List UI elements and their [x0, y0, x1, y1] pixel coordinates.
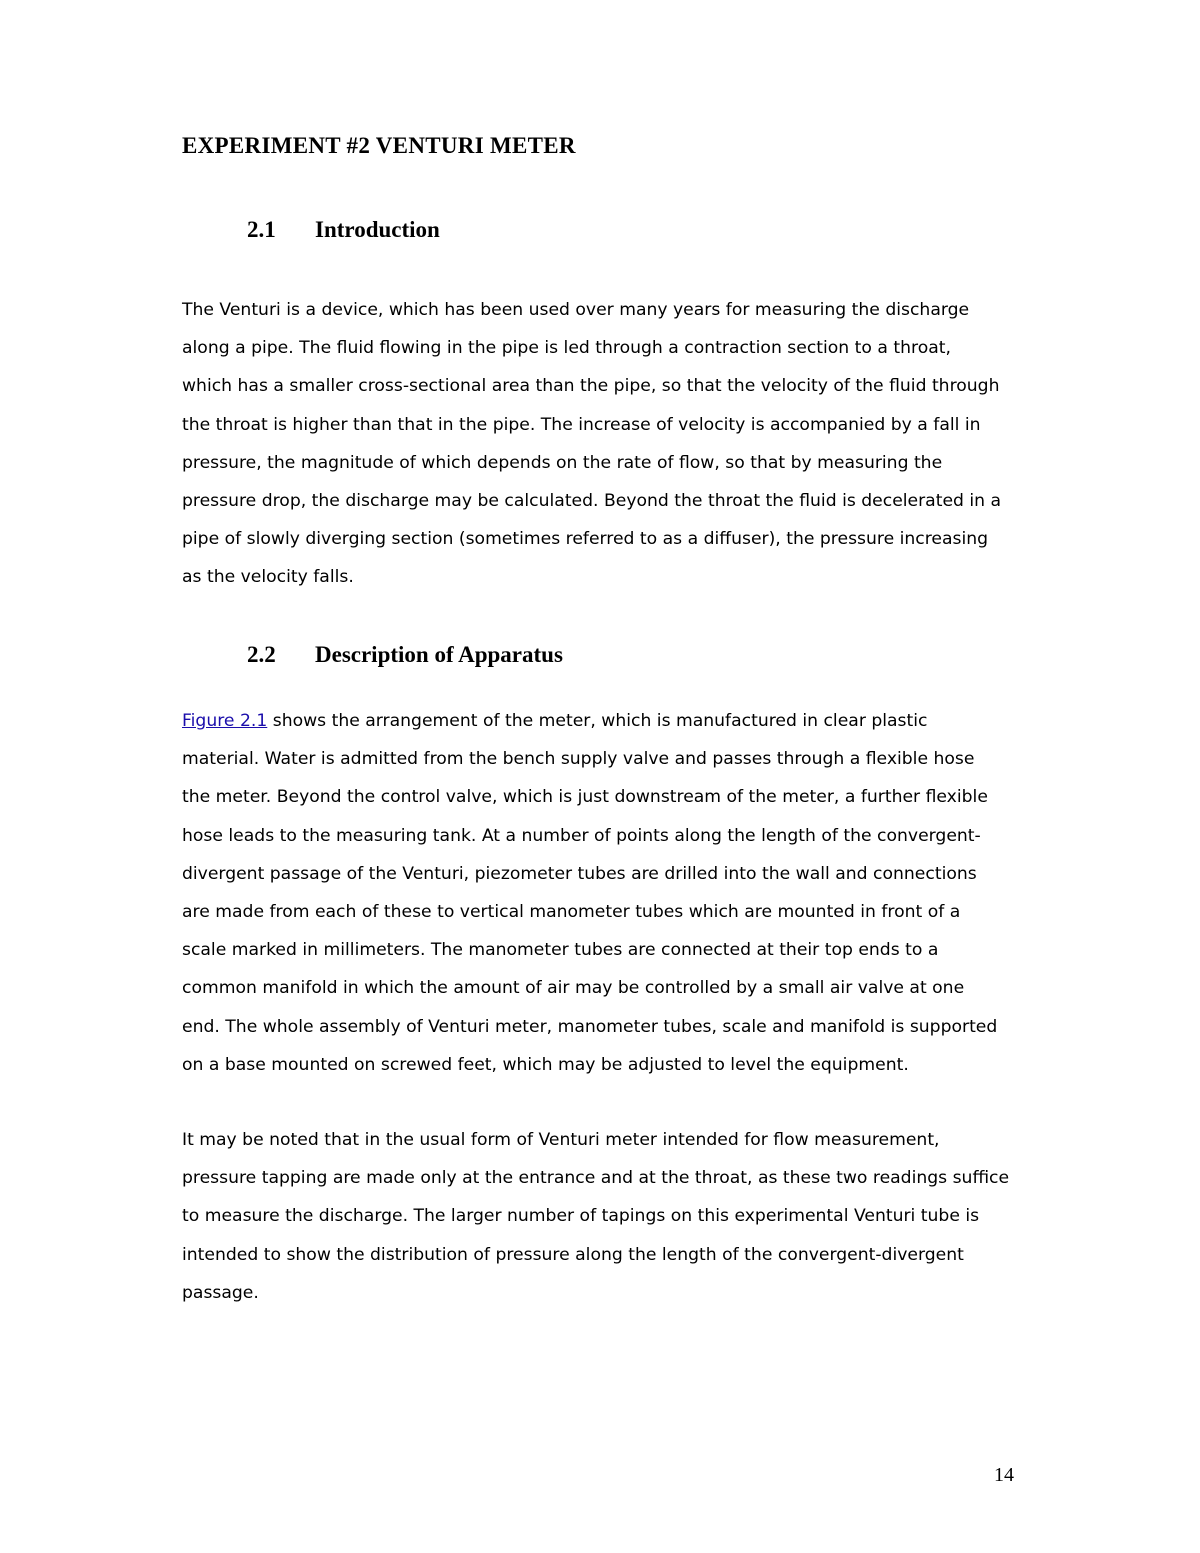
paragraph-line	[182, 702, 1032, 740]
paragraph-line: divergent passage of the Venturi, piezometer tubes are drilled into the wall and connections	[182, 863, 977, 884]
paragraph-line: end. The whole assembly of Venturi meter, manometer tubes, scale and manifold is supported	[182, 1016, 998, 1037]
section-number: 2.1	[247, 217, 276, 242]
apparatus-paragraph	[182, 702, 1032, 1084]
paragraph-line: common manifold in which the amount of air may be controlled by a small air valve at one	[182, 978, 965, 999]
paragraph-line: The Venturi is a device, which has been used over many years for measuring the discharge	[182, 300, 970, 320]
paragraph-line: It may be noted that in the usual form of Venturi meter intended for flow measurement,	[182, 1130, 940, 1150]
section-title: Introduction	[315, 217, 440, 242]
paragraph-line: pipe of slowly diverging section (sometimes referred to as a diffuser), the pressure increasing	[182, 529, 989, 550]
paragraph-line: material. Water is admitted from the bench supply valve and passes through a flexible hose	[182, 749, 975, 770]
paragraph-line: pressure tapping are made only at the entrance and at the throat, as these two readings suffice	[182, 1168, 1010, 1189]
page-number: 14	[994, 1464, 1014, 1486]
paragraph-line: are made from each of these to vertical manometer tubes which are mounted in front of a	[182, 902, 961, 923]
paragraph-line: as the velocity falls.	[182, 567, 354, 588]
tapping-note-paragraph	[182, 1121, 1032, 1312]
paragraph-line: the meter. Beyond the control valve, which is just downstream of the meter, a further flexible	[182, 787, 988, 808]
paragraph-line: to measure the discharge. The larger number of tapings on this experimental Venturi tube is	[182, 1206, 980, 1227]
paragraph-line: the throat is higher than that in the pipe. The increase of velocity is accompanied by a fall in	[182, 414, 981, 435]
paragraph-line: intended to show the distribution of pressure along the length of the convergent-divergent	[182, 1244, 964, 1265]
paragraph-line: passage.	[182, 1282, 259, 1303]
document-title: EXPERIMENT #2 VENTURI METER	[182, 133, 576, 158]
paragraph-line: along a pipe. The fluid flowing in the pipe is led through a contraction section to a throat,	[182, 338, 951, 359]
paragraph-line-rest: shows the arrangement of the meter, which is manufactured in clear plastic	[267, 711, 928, 731]
paragraph-line: pressure, the magnitude of which depends on the rate of flow, so that by measuring the	[182, 452, 943, 473]
paragraph-line: pressure drop, the discharge may be calculated. Beyond the throat the fluid is decelerated in a	[182, 491, 1002, 512]
introduction-paragraph	[182, 291, 1032, 597]
section-heading-apparatus	[247, 642, 563, 668]
paragraph-line: which has a smaller cross-sectional area than the pipe, so that the velocity of the fluid through	[182, 376, 1000, 397]
paragraph-line: hose leads to the measuring tank. At a number of points along the length of the convergent-	[182, 825, 981, 846]
paragraph-line: on a base mounted on screwed feet, which may be adjusted to level the equipment.	[182, 1054, 909, 1075]
section-title: Description of Apparatus	[315, 642, 563, 667]
paragraph-line: scale marked in millimeters. The manometer tubes are connected at their top ends to a	[182, 940, 939, 961]
section-heading-introduction	[247, 217, 440, 243]
section-number: 2.2	[247, 642, 276, 667]
figure-2-1-link[interactable]: Figure 2.1	[182, 711, 268, 731]
